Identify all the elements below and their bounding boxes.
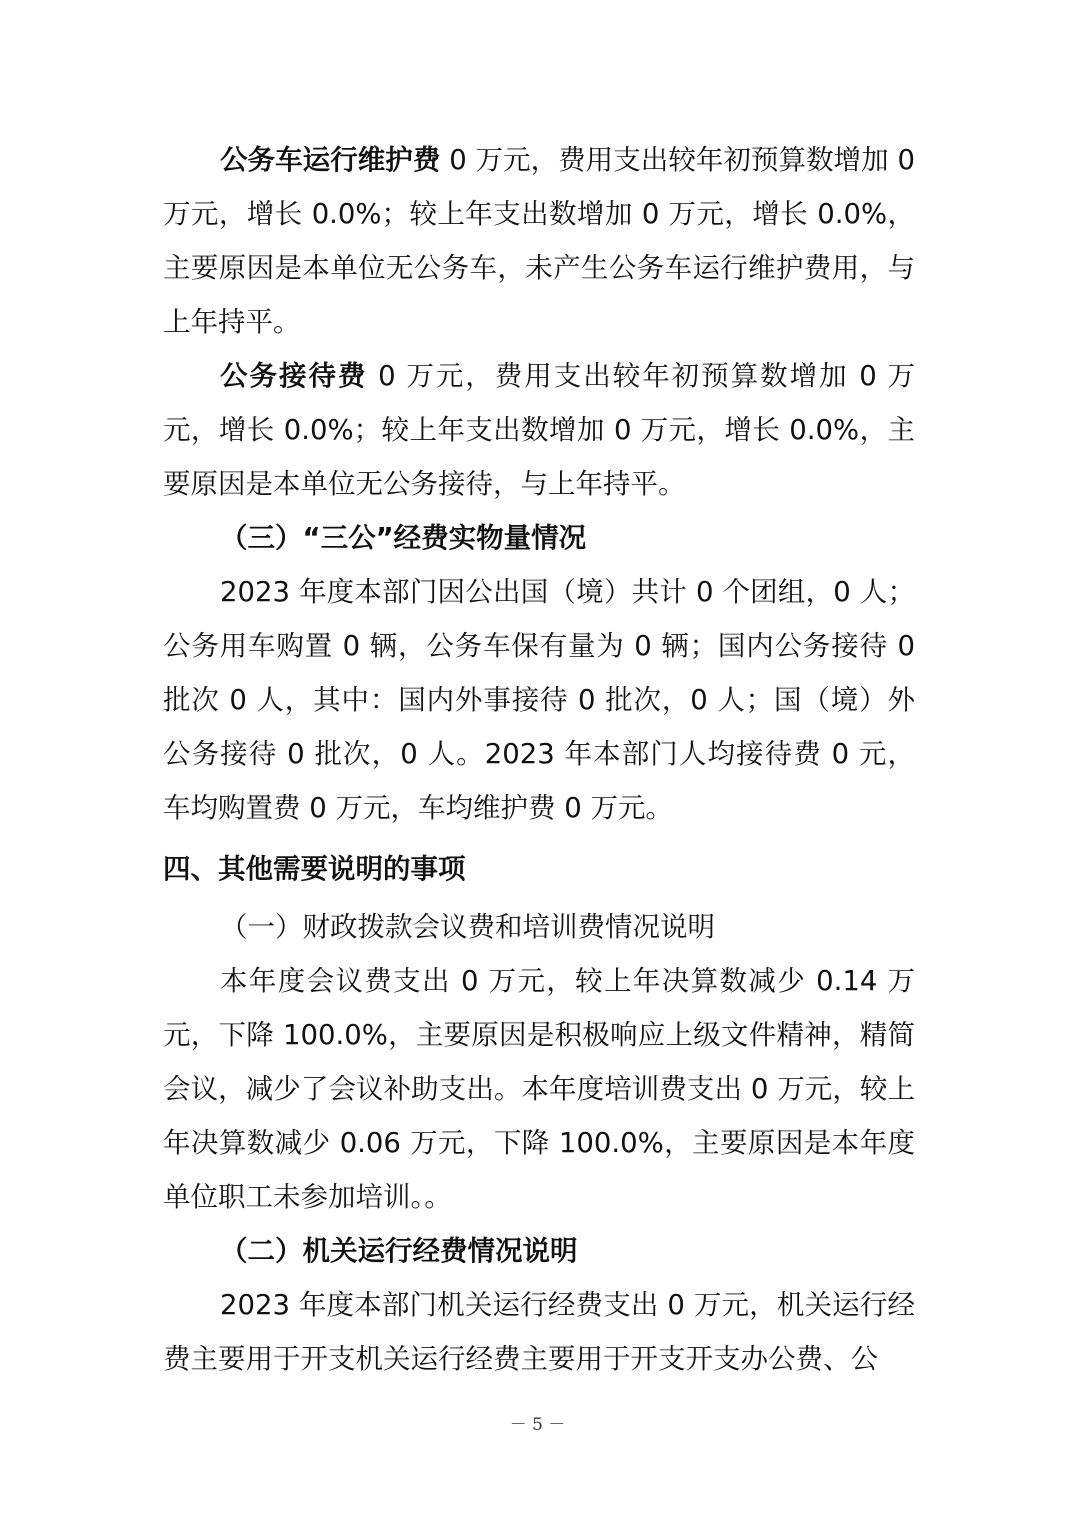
heading-operating-expenses: （二）机关运行经费情况说明 — [220, 1235, 578, 1267]
heading-three-public-quantity: （三）“三公”经费实物量情况 — [220, 522, 587, 554]
page-number: － 5 － — [509, 1415, 566, 1435]
paragraph-meeting-training: 本年度会议费支出 0 万元，较上年决算数减少 0.14 万元，下降 100.0%，主要原因是积极响应上级文件精神，精简会议，减少了会议补助支出。本年度培训费支出 0 万元，较上年决算数减少 0.06 万元，下降 100.0%，主要原因是本年度单位职工未参加培训。。 — [163, 965, 915, 1213]
paragraph-quantity: 2023 年度本部门因公出国（境）共计 0 个团组，0 人；公务用车购置 0 辆，公务车保有量为 0 辆；国内公务接待 0 批次 0 人，其中：国内外事接待 0 批次，0 人；国（境）外公务接待 0 批次，0 人。2023 年本部门人均接待费 0 元，车均购置费 0 万元，车均维护费 0 万元。 — [163, 576, 915, 824]
heading-section-four: 四、其他需要说明的事项 — [163, 853, 466, 885]
label-reception: 公务接待费 — [220, 360, 368, 392]
paragraph-operating-expenses: 2023 年度本部门机关运行经费支出 0 万元，机关运行经费主要用于开支机关运行经费主要用于开支开支办公费、公 — [163, 1289, 915, 1375]
document-body — [163, 133, 915, 1386]
paragraph-reception — [163, 349, 915, 511]
heading-meeting-training: （一）财政拨款会议费和培训费情况说明 — [220, 911, 715, 943]
label-vehicle-maintenance: 公务车运行维护费 — [220, 144, 441, 176]
paragraph-vehicle-maintenance — [163, 133, 915, 349]
text-vehicle-maintenance: 0 万元，费用支出较年初预算数增加 0 万元，增长 0.0%；较上年支出数增加 0 万元，增长 0.0%，主要原因是本单位无公务车，未产生公务车运行维护费用，与上年持平。 — [163, 144, 916, 338]
text-reception: 0 万元，费用支出较年初预算数增加 0 万元，增长 0.0%；较上年支出数增加 0 万元，增长 0.0%，主要原因是本单位无公务接待，与上年持平。 — [163, 360, 915, 500]
